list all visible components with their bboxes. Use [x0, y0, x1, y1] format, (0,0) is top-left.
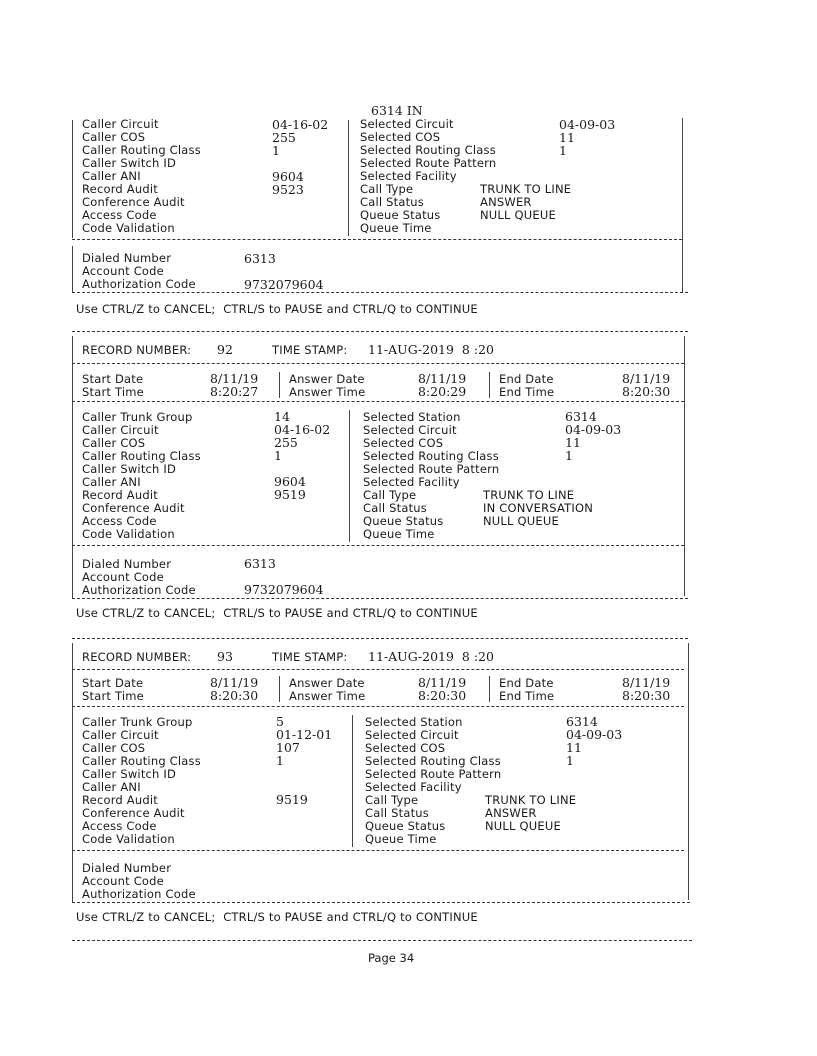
value-time-stamp: 11-AUG-2019 8 :20	[368, 649, 494, 664]
label-selected-route-pattern: Selected Route Pattern	[365, 767, 502, 781]
label-call-status: Call Status	[365, 806, 429, 820]
label-account-code: Account Code	[82, 570, 164, 584]
label-caller-cos: Caller COS	[82, 436, 146, 450]
label-selected-facility: Selected Facility	[365, 780, 462, 794]
label-queue-status: Queue Status	[363, 514, 444, 528]
page-number: Page 34	[368, 951, 415, 965]
label-caller-switch-id: Caller Switch ID	[82, 462, 177, 476]
label-selected-station: Selected Station	[363, 410, 461, 424]
value-end-time: 8:20:30	[622, 688, 671, 703]
label-authorization-code: Authorization Code	[82, 277, 196, 291]
label-conference-audit: Conference Audit	[82, 806, 185, 820]
label-authorization-code: Authorization Code	[82, 887, 196, 901]
date-divider-2	[489, 676, 490, 702]
label-end-date: End Date	[499, 676, 554, 690]
value-caller-routing-class: 1	[272, 143, 280, 158]
value-queue-status: NULL QUEUE	[485, 819, 561, 833]
value-caller-ani: 9604	[272, 169, 304, 184]
value-call-status: ANSWER	[480, 195, 532, 209]
value-caller-cos: 107	[276, 740, 300, 755]
record-top-rule	[72, 331, 688, 332]
label-caller-ani: Caller ANI	[82, 169, 141, 183]
record-top-rule	[72, 638, 688, 639]
label-caller-switch-id: Caller Switch ID	[82, 156, 177, 170]
border-right	[688, 643, 689, 900]
value-selected-cos: 11	[565, 435, 581, 450]
label-access-code: Access Code	[82, 514, 157, 528]
label-selected-cos: Selected COS	[363, 436, 444, 450]
border-right	[682, 118, 683, 292]
value-record-number: 92	[217, 342, 233, 357]
label-selected-route-pattern: Selected Route Pattern	[360, 156, 497, 170]
value-caller-circuit: 01-12-01	[276, 727, 333, 742]
label-caller-circuit: Caller Circuit	[82, 423, 159, 437]
command-hint: Use CTRL/Z to CANCEL; CTRL/S to PAUSE and CTRL/Q to CONTINUE	[76, 606, 478, 620]
value-caller-cos: 255	[274, 435, 298, 450]
label-start-date: Start Date	[82, 676, 144, 690]
value-end-time: 8:20:30	[622, 384, 671, 399]
label-caller-ani: Caller ANI	[82, 475, 141, 489]
value-answer-date: 8/11/19	[418, 371, 467, 386]
value-end-date: 8/11/19	[622, 675, 671, 690]
label-dialed-number: Dialed Number	[82, 861, 172, 875]
label-caller-trunk-group: Caller Trunk Group	[82, 410, 193, 424]
label-caller-cos: Caller COS	[82, 130, 146, 144]
value-caller-cos: 255	[272, 130, 296, 145]
date-divider-1	[279, 372, 280, 398]
label-selected-routing-class: Selected Routing Class	[360, 143, 496, 157]
label-selected-circuit: Selected Circuit	[365, 728, 459, 742]
label-answer-time: Answer Time	[289, 689, 366, 703]
label-start-time: Start Time	[82, 689, 144, 703]
label-record-audit: Record Audit	[82, 488, 158, 502]
page-bottom-rule	[72, 940, 692, 941]
label-answer-date: Answer Date	[289, 676, 365, 690]
label-caller-ani: Caller ANI	[82, 780, 141, 794]
border-left	[72, 336, 73, 598]
value-caller-trunk-group: 14	[274, 409, 290, 424]
column-divider	[352, 715, 353, 847]
value-selected-cos: 11	[559, 130, 575, 145]
label-dialed-number: Dialed Number	[82, 557, 172, 571]
value-authorization-code: 9732079604	[244, 277, 324, 292]
record-bottom-rule	[72, 292, 688, 293]
record-bottom-rule	[72, 598, 688, 599]
label-queue-time: Queue Time	[360, 221, 432, 235]
value-record-audit: 9519	[274, 487, 306, 502]
value-record-audit: 9523	[272, 182, 304, 197]
label-selected-route-pattern: Selected Route Pattern	[363, 462, 500, 476]
label-code-validation: Code Validation	[82, 221, 175, 235]
label-queue-time: Queue Time	[365, 832, 437, 846]
label-answer-date: Answer Date	[289, 372, 365, 386]
label-record-number: RECORD NUMBER:	[82, 343, 192, 357]
section-divider	[72, 239, 682, 240]
label-caller-routing-class: Caller Routing Class	[82, 449, 201, 463]
section-divider	[72, 850, 684, 851]
date-divider-1	[279, 676, 280, 702]
value-start-time: 8:20:27	[210, 384, 259, 399]
value-queue-status: NULL QUEUE	[483, 514, 559, 528]
label-access-code: Access Code	[82, 819, 157, 833]
column-divider	[348, 120, 349, 236]
value-selected-station: 6314	[566, 714, 598, 729]
label-authorization-code: Authorization Code	[82, 583, 196, 597]
label-selected-facility: Selected Facility	[360, 169, 457, 183]
label-start-date: Start Date	[82, 372, 144, 386]
value-start-time: 8:20:30	[210, 688, 259, 703]
label-selected-cos: Selected COS	[365, 741, 446, 755]
label-code-validation: Code Validation	[82, 832, 175, 846]
value-caller-ani: 9604	[274, 474, 306, 489]
value-authorization-code: 9732079604	[244, 582, 324, 597]
dates-rule	[72, 401, 684, 402]
label-end-date: End Date	[499, 372, 554, 386]
label-code-validation: Code Validation	[82, 527, 175, 541]
label-queue-time: Queue Time	[363, 527, 435, 541]
label-selected-circuit: Selected Circuit	[360, 117, 454, 131]
label-selected-routing-class: Selected Routing Class	[363, 449, 499, 463]
label-call-type: Call Type	[360, 182, 414, 196]
label-caller-switch-id: Caller Switch ID	[82, 767, 177, 781]
value-queue-status: NULL QUEUE	[480, 208, 556, 222]
border-left-lower	[72, 246, 73, 292]
value-selected-routing-class: 1	[566, 753, 574, 768]
label-selected-routing-class: Selected Routing Class	[365, 754, 501, 768]
label-caller-trunk-group: Caller Trunk Group	[82, 715, 193, 729]
value-selected-station: 6314	[565, 409, 597, 424]
value-answer-date: 8/11/19	[418, 675, 467, 690]
section-divider	[72, 545, 684, 546]
value-call-type: TRUNK TO LINE	[483, 488, 575, 502]
value-caller-routing-class: 1	[276, 753, 284, 768]
label-selected-facility: Selected Facility	[363, 475, 460, 489]
label-caller-routing-class: Caller Routing Class	[82, 143, 201, 157]
label-caller-circuit: Caller Circuit	[82, 117, 159, 131]
label-end-time: End Time	[499, 689, 555, 703]
label-record-audit: Record Audit	[82, 793, 158, 807]
label-call-type: Call Type	[365, 793, 419, 807]
value-caller-trunk-group: 5	[276, 714, 284, 729]
label-answer-time: Answer Time	[289, 385, 366, 399]
value-time-stamp: 11-AUG-2019 8 :20	[368, 342, 494, 357]
label-conference-audit: Conference Audit	[82, 501, 185, 515]
value-answer-time: 8:20:30	[418, 688, 467, 703]
border-left	[72, 120, 73, 238]
date-divider-2	[489, 372, 490, 398]
label-call-status: Call Status	[360, 195, 424, 209]
label-caller-circuit: Caller Circuit	[82, 728, 159, 742]
value-call-status: ANSWER	[485, 806, 537, 820]
value-call-type: TRUNK TO LINE	[485, 793, 577, 807]
label-time-stamp: TIME STAMP:	[272, 343, 348, 357]
label-selected-circuit: Selected Circuit	[363, 423, 457, 437]
header-rule	[72, 363, 684, 364]
value-call-type: TRUNK TO LINE	[480, 182, 572, 196]
command-hint: Use CTRL/Z to CANCEL; CTRL/S to PAUSE and CTRL/Q to CONTINUE	[76, 910, 478, 924]
value-record-number: 93	[217, 649, 233, 664]
label-record-audit: Record Audit	[82, 182, 158, 196]
command-hint: Use CTRL/Z to CANCEL; CTRL/S to PAUSE and CTRL/Q to CONTINUE	[76, 302, 478, 316]
label-account-code: Account Code	[82, 874, 164, 888]
value-answer-time: 8:20:29	[418, 384, 467, 399]
label-dialed-number: Dialed Number	[82, 251, 172, 265]
label-conference-audit: Conference Audit	[82, 195, 185, 209]
record-bottom-rule	[72, 902, 690, 903]
border-left	[72, 643, 73, 902]
value-dialed-number: 6313	[244, 556, 276, 571]
value-selected-routing-class: 1	[559, 143, 567, 158]
border-right	[684, 336, 685, 596]
label-caller-cos: Caller COS	[82, 741, 146, 755]
label-selected-station: Selected Station	[365, 715, 463, 729]
column-divider	[349, 410, 350, 542]
label-selected-cos: Selected COS	[360, 130, 441, 144]
value-start-date: 8/11/19	[210, 675, 259, 690]
label-call-status: Call Status	[363, 501, 427, 515]
value-selected-routing-class: 1	[565, 448, 573, 463]
label-account-code: Account Code	[82, 264, 164, 278]
value-dialed-number: 6313	[244, 251, 276, 266]
label-record-number: RECORD NUMBER:	[82, 650, 192, 664]
label-caller-routing-class: Caller Routing Class	[82, 754, 201, 768]
value-selected-circuit: 04-09-03	[559, 117, 616, 132]
label-start-time: Start Time	[82, 385, 144, 399]
value-call-status: IN CONVERSATION	[483, 501, 594, 515]
value-caller-routing-class: 1	[274, 448, 282, 463]
value-record-audit: 9519	[276, 792, 308, 807]
label-access-code: Access Code	[82, 208, 157, 222]
value-selected-circuit: 04-09-03	[565, 422, 622, 437]
value-end-date: 8/11/19	[622, 371, 671, 386]
label-call-type: Call Type	[363, 488, 417, 502]
label-queue-status: Queue Status	[365, 819, 446, 833]
value-start-date: 8/11/19	[210, 371, 259, 386]
value-selected-circuit: 04-09-03	[566, 727, 623, 742]
header-rule	[72, 669, 684, 670]
selected-station-value: 6314 IN	[371, 103, 423, 118]
value-caller-circuit: 04-16-02	[272, 117, 329, 132]
dates-rule	[72, 706, 684, 707]
label-time-stamp: TIME STAMP:	[272, 650, 348, 664]
value-caller-circuit: 04-16-02	[274, 422, 331, 437]
value-selected-cos: 11	[566, 740, 582, 755]
label-queue-status: Queue Status	[360, 208, 441, 222]
label-end-time: End Time	[499, 385, 555, 399]
